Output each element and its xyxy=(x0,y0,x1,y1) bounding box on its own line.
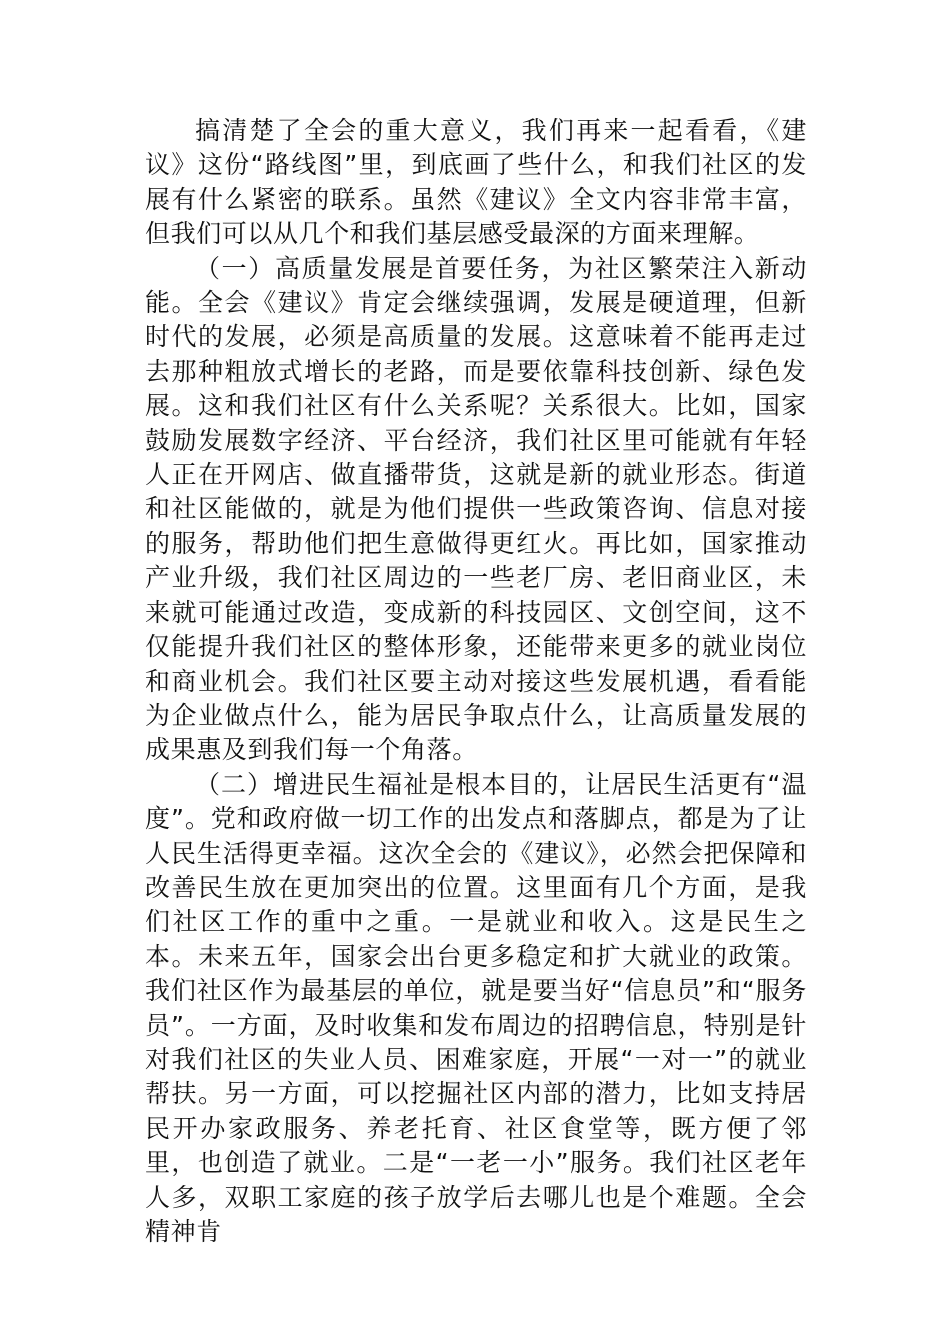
paragraph-intro: 搞清楚了全会的重大意义，我们再来一起看看，《建议》这份“路线图”里，到底画了些什么，和我们社区的发展有什么紧密的联系。虽然《建议》全文内容非常丰富，但我们可以从几个和我们基层感受最深的方面来理解。 xyxy=(145,116,807,249)
paragraph-section-2: （二）增进民生福祉是根本目的，让居民生活更有“温度”。党和政府做一切工作的出发点和落脚点，都是为了让人民生活得更幸福。这次全会的《建议》，必然会把保障和改善民生放在更加突出的位置。这里面有几个方面，是我们社区工作的重中之重。一是就业和收入。这是民生之本。未来五年，国家会出台更多稳定和扩大就业的政策。我们社区作为最基层的单位，就是要当好“信息员”和“服务员”。一方面，及时收集和发布周边的招聘信息，特别是针对我们社区的失业人员、困难家庭，开展“一对一”的就业帮扶。另一方面，可以挖掘社区内部的潜力，比如支持居民开办家政服务、养老托育、社区食堂等，既方便了邻里，也创造了就业。二是“一老一小”服务。我们社区老年人多，双职工家庭的孩子放学后去哪儿也是个难题。全会精神肯 xyxy=(145,769,807,1246)
document-body xyxy=(145,114,807,1249)
paragraph-section-1: （一）高质量发展是首要任务，为社区繁荣注入新动能。全会《建议》肯定会继续强调，发展是硬道理，但新时代的发展，必须是高质量的发展。这意味着不能再走过去那种粗放式增长的老路，而是要依靠科技创新、绿色发展。这和我们社区有什么关系呢？关系很大。比如，国家鼓励发展数字经济、平台经济，我们社区里可能就有年轻人正在开网店、做直播带货，这就是新的就业形态。街道和社区能做的，就是为他们提供一些政策咨询、信息对接的服务，帮助他们把生意做得更红火。再比如，国家推动产业升级，我们社区周边的一些老厂房、老旧商业区，未来就可能通过改造，变成新的科技园区、文创空间，这不仅能提升我们社区的整体形象，还能带来更多的就业岗位和商业机会。我们社区要主动对接这些发展机遇，看看能为企业做点什么，能为居民争取点什么，让高质量发展的成果惠及到我们每一个角落。 xyxy=(145,253,807,765)
